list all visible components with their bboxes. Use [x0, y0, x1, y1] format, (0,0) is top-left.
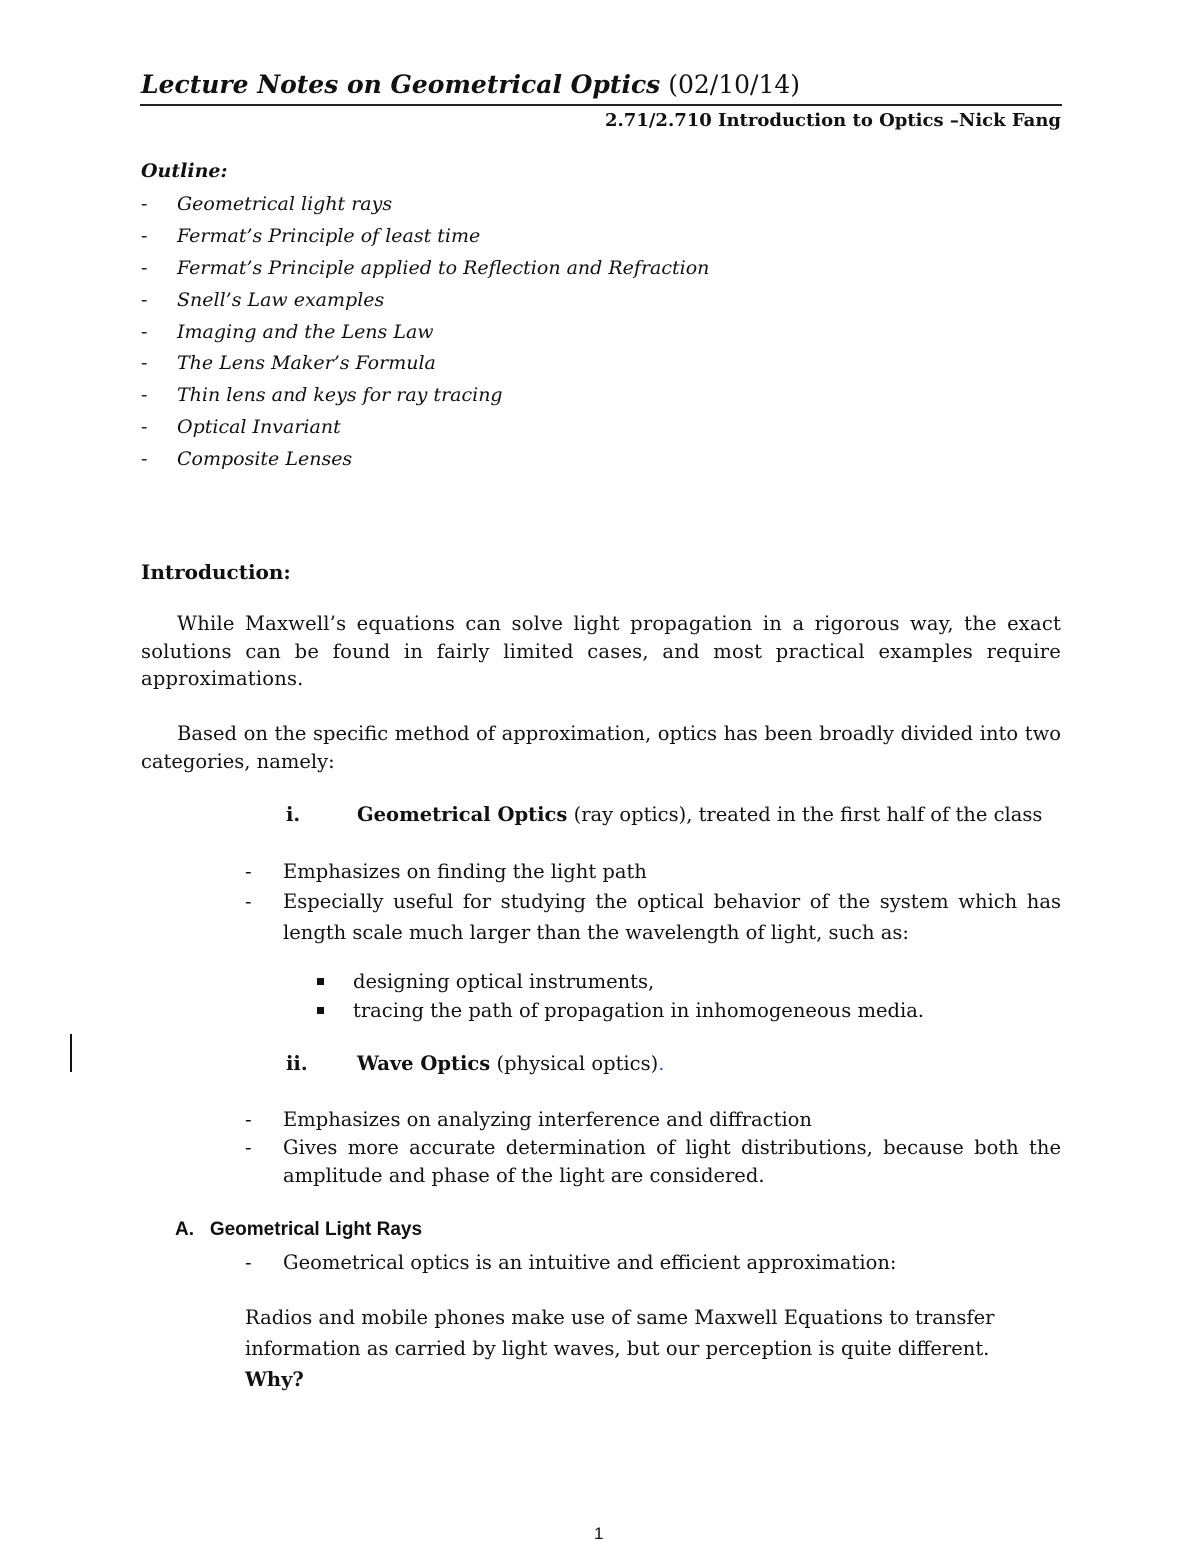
outline-item: - Geometrical light rays: [141, 193, 393, 215]
section-a-points: [245, 1249, 1061, 1277]
square-bullet-icon: [317, 978, 324, 985]
title-main: Lecture Notes on Geometrical Optics: [141, 70, 661, 99]
outline-item: - Thin lens and keys for ray tracing: [141, 384, 503, 407]
outline-item: - Composite Lenses: [141, 448, 353, 471]
paragraph-line: information as carried by light waves, but our perception is quite different.: [245, 1337, 990, 1360]
list-item: - Emphasizes on analyzing interference and diffraction: [245, 1108, 812, 1131]
why-question: Why?: [245, 1368, 304, 1391]
category-number: ii.: [286, 1052, 308, 1075]
intro-paragraph-1: While Maxwell’s equations can solve light propagation in a rigorous way, the exact solutions can be found in fairly limited cases, and most practical examples require approximations.: [141, 612, 1061, 690]
list-item: tracing the path of propagation in inhomogeneous media.: [315, 996, 924, 1025]
category-title: Wave Optics (physical optics).: [357, 1052, 665, 1075]
list-item: - Especially useful for studying the optical behavior of the system which has length scale much larger than the wavelength of light, such as:: [245, 890, 1061, 944]
outline-item: - The Lens Maker’s Formula: [141, 352, 436, 375]
section-a-heading: A. Geometrical Light Rays: [175, 1219, 423, 1240]
wave-points: [245, 1106, 1061, 1190]
category-title: Geometrical Optics (ray optics), treated in the first half of the class: [357, 803, 1043, 826]
geometrical-points: [245, 858, 1061, 948]
list-item: designing optical instruments,: [315, 967, 924, 996]
paragraph-line: Radios and mobile phones make use of same Maxwell Equations to transfer: [245, 1306, 995, 1329]
outline-list: [141, 190, 709, 477]
outline-item: - Optical Invariant: [141, 416, 341, 439]
title-date: (02/10/14): [668, 70, 801, 99]
geometrical-examples: [315, 967, 924, 1025]
title-rule: [140, 104, 1062, 106]
introduction-heading: Introduction:: [141, 560, 291, 584]
page-title: [141, 70, 800, 99]
category-number: i.: [286, 803, 301, 826]
page-number: 1: [594, 1524, 604, 1543]
outline-item: - Fermat’s Principle of least time: [141, 224, 481, 247]
list-item: - Emphasizes on finding the light path: [245, 860, 647, 883]
section-a-paragraph: [245, 1302, 994, 1395]
course-subtitle: 2.71/2.710 Introduction to Optics –Nick Fang: [605, 110, 1061, 131]
outline-item: - Fermat’s Principle applied to Reflection and Refraction: [141, 256, 710, 279]
list-item: - Gives more accurate determination of light distributions, because both the amplitude and phase of the light are considered.: [245, 1136, 1061, 1187]
square-bullet-icon: [317, 1007, 324, 1014]
outline-item: - Snell’s Law examples: [141, 288, 385, 311]
outline-heading: Outline:: [141, 160, 228, 182]
tracked-change-mark: .: [658, 1052, 665, 1075]
outline-item: - Imaging and the Lens Law: [141, 320, 434, 343]
revision-change-bar: [70, 1034, 72, 1072]
intro-paragraph-2: Based on the specific method of approximation, optics has been broadly divided into two categories, namely:: [141, 722, 1061, 773]
list-item: - Geometrical optics is an intuitive and efficient approximation:: [245, 1251, 897, 1274]
